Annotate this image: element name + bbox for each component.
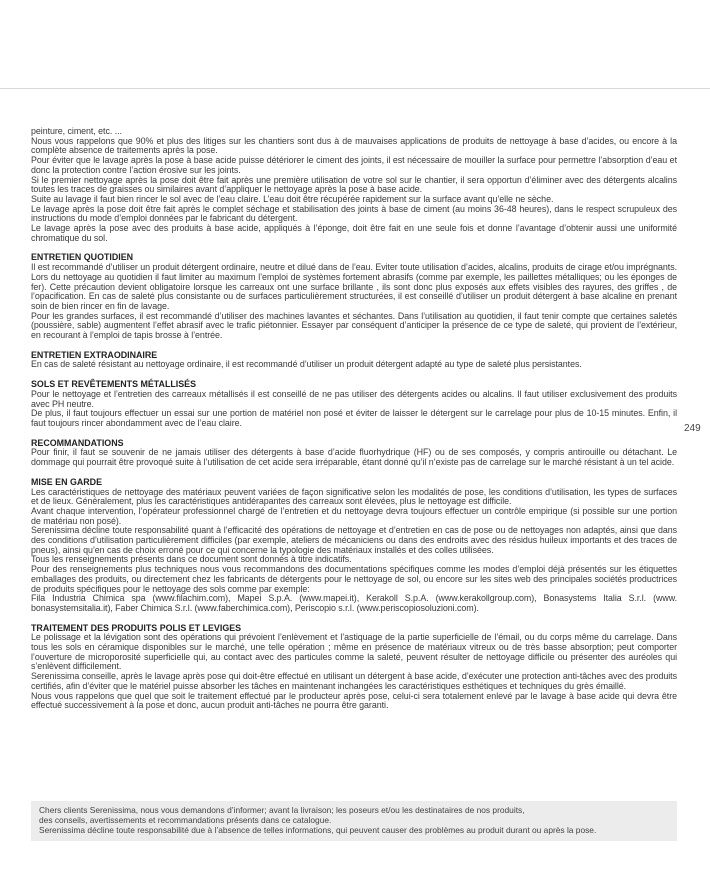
- section-entretien-extraordinaire: [31, 351, 677, 370]
- intro-paragraph: Le lavage après la pose avec des produits à base acide, appliqués à l’éponge, doit être fait en une seule fois et donne l’avantage d’obtenir aussi une uniformité chromatique du sol.: [31, 223, 677, 243]
- section-paragraph: Pour le nettoyage et l’entretien des carreaux métallisés il est conseillé de ne pas utiliser des détergents acides ou alcalins. Il faut utiliser exclusivement des produits avec PH neutre.: [31, 388, 677, 409]
- header-divider: [0, 88, 710, 89]
- notice-line: Chers clients Serenissima, nous vous demandons d’informer; avant la livraison; les poseurs et/ou les destinataires de nos produits,: [39, 805, 525, 815]
- section-paragraph: Serenissima conseille, après le lavage après pose qui doit-être effectué en utilisant un détergent à base acide, d’exécuter une protection anti-tâches avec des produits certifiés, afin d’éviter que le matériel puisse absorber les tâches en maintenant inchangées les caractéristiques esthétiques et techniques du grès émaillé.: [31, 671, 677, 691]
- intro-paragraph: Le lavage après la pose doit être fait après le complet séchage et stabilisation des joints à base de ciment (au moins 36-48 heures), dans le respect scrupuleux des instructions du mode d’emploi données par le fabricant du détergent.: [31, 203, 677, 224]
- section-paragraph: Pour les grandes surfaces, il est recommandé d’utiliser des machines lavantes et séchantes. Dans l’utilisation au quotidien, il faut tenir compte que certaines saletés (poussière, sable) augmentent l’effet abrasif avec le trafic piétonnier. Essayer par conséquent d’anticiper la présence de ce type de saleté, qui provient de l’extérieur, en recourant à l’emploi de tapis brosse à l’entrée.: [31, 310, 677, 341]
- section-paragraph: Serenissima décline toute responsabilité quant à l’efficacité des opérations de nettoyage et d’entretien en cas de pose ou de nettoyages non adaptés, ainsi que dans des conditions d’utilisation particulièrement difficiles (par exemple, ateliers de mécaniciens ou dans des endroits avec des résidus huileux importants et des traces de pneus), ainsi qu’en cas de choix erroné pour ce qui concerne la typologie des matériaux installés et des colles utilisées.: [31, 525, 677, 555]
- section-paragraph: Pour des renseignements plus techniques nous vous recommandons des documentations spécifiques comme les modes d’emploi déjà présentés sur les étiquettes emballages des produits, ou directement chez les fabricants de détergents pour le nettoyage de sol, ou encore sur les sites web des principales sociétés productrices de produits spécifiques pour le nettoyage des sols comme par exemple:: [31, 564, 677, 594]
- section-paragraph: Fila Industria Chimica spa (www.filachim.com), Mapei S.p.A. (www.mapei.it), Kerakoll S.p.A. (www.kerakollgroup.com), Bonasystems Italia S.r.l. (www. bonasystemsitalia.it), Faber Chimica S.r.l. (www.faberchimica.com), Periscopio s.r.l. (www.periscopiosoluzioni.com).: [31, 593, 677, 613]
- intro-paragraph: Si le premier nettoyage après la pose doit être fait après une première utilisation de votre sol sur le chantier, il sera opportun d’éliminer avec des détergents alcalins toutes les traces de graisses ou similaires avant d’appliquer le nettoyage après la pose à base acide.: [31, 174, 677, 195]
- notice-line: des conseils, avertissements et recommandations présents dans ce catalogue.: [39, 815, 332, 826]
- section-paragraph: En cas de saleté résistant au nettoyage ordinaire, il est recommandé d’utiliser un produit détergent adapté au type de saleté plus persistantes.: [31, 359, 582, 370]
- intro-paragraph: peinture, ciment, etc. ...: [31, 126, 122, 136]
- section-paragraph: Les caractéristiques de nettoyage des matériaux peuvent variées de façon significative selon les modalités de pose, les conditions d’utilisation, les types de surfaces et de lieux. Généralement, plus les caractéristiques antidérapantes des carreaux sont élevées, plus le nettoyage est difficile.: [31, 486, 677, 507]
- section-heading: MISE EN GARDE: [31, 476, 103, 487]
- customer-notice-box: [31, 801, 677, 841]
- page-number: 249: [684, 423, 701, 434]
- document-body: [31, 127, 677, 711]
- section-mise-en-garde: [31, 478, 677, 614]
- section-heading: ENTRETIEN EXTRAODINAIRE: [31, 349, 158, 360]
- notice-line: Serenissima décline toute responsabilité due à l’absence de telles informations, qui peuvent causer des problèmes au produit durant ou après la pose.: [39, 825, 597, 836]
- section-paragraph: Le polissage et la lévigation sont des opérations qui prévoient l’enlèvement et l’astiquage de la partie superficielle de l’émail, ou du corps même du carrelage. Dans tous les sols en céramique disponibles sur le marché, une telle opération ; même en présence de matériaux vitreux ou de très basse absorption; peut comporter l’ouverture de microporosité superficielle qui, au contact avec des particules comme la saleté, peuvent résulter de nettoyage difficile ou présenter des auréoles qui s’enlèvent difficilement.: [31, 632, 677, 672]
- section-heading: RECOMMANDATIONS: [31, 437, 124, 448]
- section-paragraph: De plus, il faut toujours effectuer un essai sur une portion de matériel non posé et éviter de laisser le détergent sur le carrelage pour plus de 10-15 minutes. Enfin, il faut toujours rincer abondamment avec de l’eau claire.: [31, 408, 677, 428]
- intro-paragraph: Nous vous rappelons que 90% et plus des litiges sur les chantiers sont dus à de mauvaises applications de produits de nettoyage à base d’acides, ou encore à la complète absence de traitements après la pose.: [31, 135, 677, 156]
- section-traitement-polis: [31, 624, 677, 711]
- section-paragraph: Avant chaque intervention, l’opérateur professionnel chargé de l’entretien et du nettoyage devra toujours effectuer un contrôle empirique (si possible sur une portion de matériau non posé).: [31, 505, 677, 526]
- intro-paragraph: Suite au lavage il faut bien rincer le sol avec de l’eau claire. L’eau doit être récupérée rapidement sur la surface avant qu’elle ne sèche.: [31, 193, 554, 204]
- section-paragraph: Pour finir, il faut se souvenir de ne jamais utiliser des détergents à base d’acide fluorhydrique (HF) ou de ses composés, y compris antirouille ou détachant. Le dommage qui pourrait être provoqué suite à l’utilisation de cet acide sera irréparable, étant donné qu’il n’existe pas de carrelage sur le marché résistant à un tel acide.: [31, 447, 677, 468]
- intro-block: [31, 127, 677, 243]
- section-sols-metallises: [31, 380, 677, 429]
- intro-paragraph: Pour éviter que le lavage après la pose à base acide puisse détériorer le ciment des joints, il est nécessaire de mouiller la surface pour permettre l’absorption d’eau et donc la protection contre l’action érosive sur les joints.: [31, 155, 677, 175]
- section-recommandations: [31, 439, 677, 468]
- section-paragraph: Tous les renseignements présents dans ce document sont donnés à titre indicatifs.: [31, 554, 352, 565]
- section-heading: TRAITEMENT DES PRODUITS POLIS ET LEVIGES: [31, 622, 242, 633]
- section-heading: SOLS ET REVÊTEMENTS MÉTALLISÉS: [31, 379, 197, 390]
- section-entretien-quotidien: [31, 253, 677, 340]
- section-paragraph: Il est recommandé d’utiliser un produit détergent ordinaire, neutre et dilué dans de l’eau. Eviter toute utilisation d’acides, alcalins, produits de cirage et/ou imprégnants. Lors du nettoyage au quotidien il faut limiter au maximum l’emploi de systèmes fortement abrasifs (comme par exemple, les paillettes métalliques; ou les éponges de fer). Cette précaution devient obligatoire lorsque les carreaux ont une surface brillante , ils sont donc plus exposés aux effets visibles des rayures, des griffes , de l’opacification. En cas de saleté plus consistante ou de surfaces particulièrement structurées, il est conseillé d’utiliser un produit détergent à base alcaline en prenant soin de bien rincer en fin de lavage.: [31, 262, 677, 311]
- section-heading: ENTRETIEN QUOTIDIEN: [31, 252, 134, 263]
- section-paragraph: Nous vous rappelons que quel que soit le traitement effectué par le producteur après pose, celui-ci sera totalement enlevé par le lavage à base acide qui devra être effectué successivement à la pose et donc, aucun produit anti-tâches ne pourra être garanti.: [31, 690, 677, 711]
